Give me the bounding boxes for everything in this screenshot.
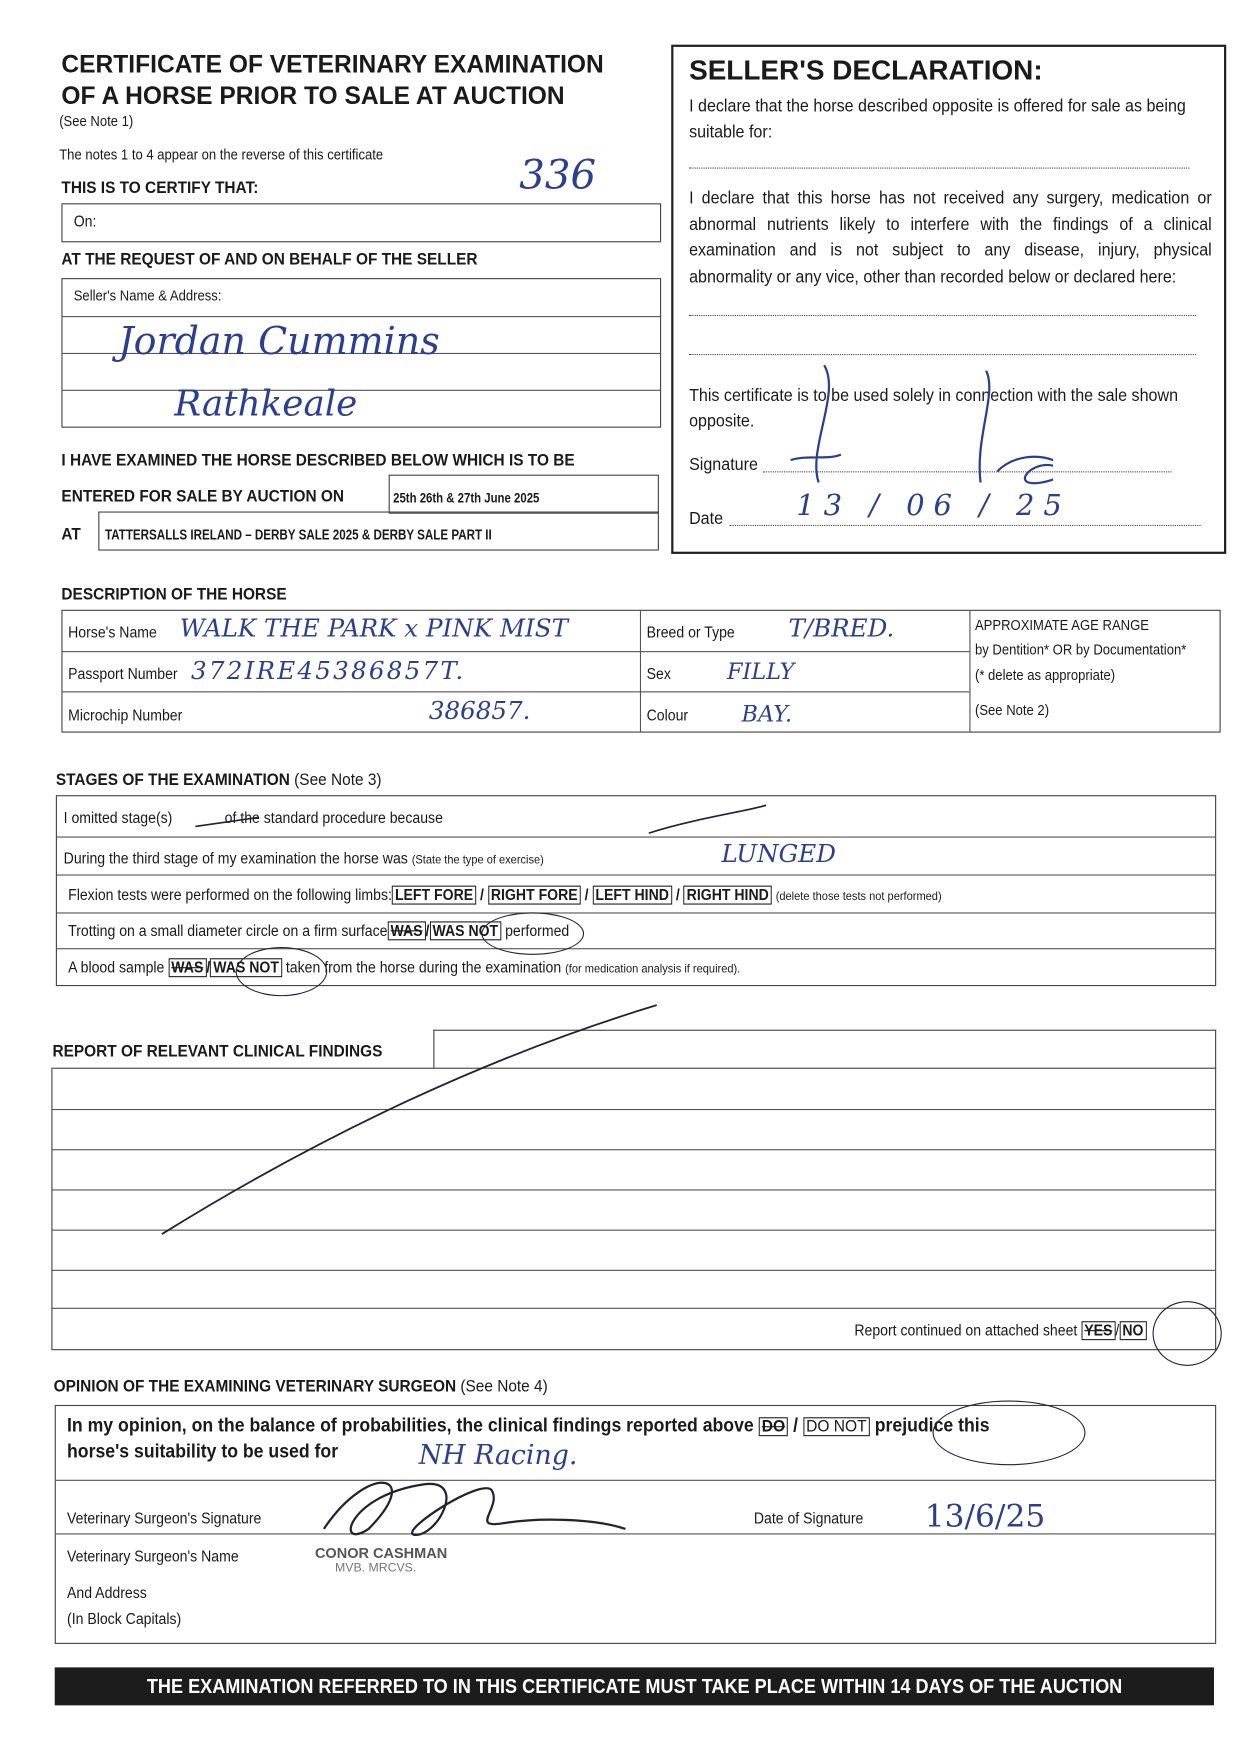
colour-value: BAY. — [741, 700, 793, 728]
notes-text: The notes 1 to 4 appear on the reverse of this certificate — [59, 146, 384, 164]
third-stage-value: LUNGED — [721, 840, 836, 869]
limb-right-hind[interactable]: RIGHT HIND — [684, 886, 772, 905]
declaration-text-2: I declare that this horse has not received any surgery, medication or abnormal nutrients likely to interfere with the findings of a clinical examination and is not subject to any disease, injury, physical abnormality or any vice, other than recorded below or declared here: — [689, 188, 1212, 287]
blood-was-not-option[interactable]: WAS NOT — [210, 958, 282, 977]
sale-dates-field[interactable] — [389, 475, 659, 514]
trotting-was-not-option[interactable]: WAS NOT — [429, 921, 501, 940]
microchip-label: Microchip Number — [68, 705, 183, 724]
see-note-1: (See Note 1) — [59, 112, 134, 130]
microchip-value: 386857. — [428, 697, 531, 726]
on-field[interactable] — [61, 203, 661, 242]
do-not-circle-mark — [933, 1400, 1086, 1465]
colour-label: Colour — [646, 705, 689, 724]
title-line-1: CERTIFICATE OF VETERINARY EXAMINATION — [61, 50, 604, 79]
continued-yes-option[interactable]: YES — [1081, 1321, 1115, 1340]
seller-declaration-title: SELLER'S DECLARATION: — [689, 54, 1043, 86]
vet-stamp-quals: MVB. MRCVS. — [335, 1561, 417, 1575]
seller-label: Seller's Name & Address: — [73, 287, 222, 304]
seller-signature — [774, 348, 1053, 493]
opinion-heading: OPINION OF THE EXAMINING VETERINARY SURGEON (See Note 4) — [53, 1377, 548, 1396]
address-label: And Address — [67, 1583, 147, 1602]
age-note: (See Note 2) — [974, 701, 1050, 719]
examined-line-2: ENTERED FOR SALE BY AUCTION ON — [61, 486, 345, 506]
date-of-signature-label: Date of Signature — [753, 1508, 864, 1527]
seller-declaration-box — [671, 45, 1226, 554]
strike-through-line — [156, 1000, 670, 1240]
request-heading: AT THE REQUEST OF AND ON BEHALF OF THE SELLER — [61, 250, 478, 270]
opinion-text-2: horse's suitability to be used for — [67, 1440, 339, 1462]
signature-label: Signature — [689, 455, 758, 475]
age-delete: (* delete as appropriate) — [974, 666, 1116, 684]
continued-no-option[interactable]: NO — [1119, 1321, 1146, 1340]
description-table — [61, 610, 1220, 733]
certify-heading: THIS IS TO CERTIFY THAT: — [61, 178, 259, 198]
vet-signature — [302, 1473, 637, 1551]
flexion-row: Flexion tests were performed on the following limbs: LEFT FORE / RIGHT FORE / LEFT HIND / RIGHT HIND (delete those tests not performed) — [68, 885, 942, 904]
declaration-text-3: This certificate is to be used solely in connection with the sale shown opposite. — [689, 386, 1179, 432]
opinion-text: In my opinion, on the balance of probabilities, the clinical findings reported above DO / DO NOT prejudice this — [67, 1414, 990, 1437]
sale-dates: 25th 26th & 27th June 2025 — [393, 490, 540, 506]
vet-signature-label: Veterinary Surgeon's Signature — [67, 1508, 262, 1527]
vet-stamp-name: CONOR CASHMAN — [314, 1544, 448, 1562]
age-by: by Dentition* OR by Documentation* — [974, 641, 1187, 658]
limb-left-hind[interactable]: LEFT HIND — [592, 886, 672, 905]
seller-name-address-field[interactable] — [61, 278, 661, 428]
passport-label: Passport Number — [68, 664, 178, 683]
on-label: On: — [73, 212, 97, 231]
age-title: APPROXIMATE AGE RANGE — [974, 616, 1149, 634]
seller-date: 13 / 06 / 25 — [796, 489, 1071, 523]
breed-value: T/BRED. — [788, 615, 895, 644]
seller-name: Jordan Cummins — [118, 319, 440, 365]
limb-left-fore[interactable]: LEFT FORE — [392, 886, 476, 905]
strike-lines — [191, 802, 772, 838]
third-stage-row: During the third stage of my examination the horse was (State the type of exercise) — [63, 848, 544, 867]
trotting-circle-mark — [481, 912, 584, 954]
opinion-do-not-option[interactable]: DO NOT — [803, 1417, 870, 1436]
date-label: Date — [689, 509, 724, 529]
limb-right-fore[interactable]: RIGHT FORE — [488, 886, 581, 905]
venue: TATTERSALLS IRELAND – DERBY SALE 2025 & DERBY SALE PART II — [104, 526, 492, 543]
sex-value: FILLY — [727, 657, 795, 685]
trotting-was-option[interactable]: WAS — [387, 921, 425, 940]
footer-banner: THE EXAMINATION REFERRED TO IN THIS CERTIFICATE MUST TAKE PLACE WITHIN 14 DAYS OF THE AUCTION — [55, 1667, 1214, 1705]
omitted-row: I omitted stage(s) of the standard procedure because — [63, 808, 443, 827]
horse-name-label: Horse's Name — [68, 623, 157, 642]
opinion-do-option[interactable]: DO — [759, 1417, 789, 1436]
stages-heading: STAGES OF THE EXAMINATION (See Note 3) — [55, 770, 382, 790]
seller-date-field[interactable] — [729, 525, 1200, 526]
sex-label: Sex — [646, 664, 671, 683]
intended-use: NH Racing. — [418, 1439, 578, 1471]
lot-number: 336 — [519, 153, 597, 199]
blood-row: A blood sample WAS / WAS NOT taken from the horse during the examination (for medication analysis if required). — [68, 958, 741, 977]
opinion-box — [55, 1405, 1216, 1644]
venue-field[interactable] — [98, 511, 659, 550]
stages-table — [56, 795, 1216, 986]
examined-line-1: I HAVE EXAMINED THE HORSE DESCRIBED BELOW WHICH IS TO BE — [61, 451, 575, 471]
date-of-signature: 13/6/25 — [924, 1497, 1046, 1535]
declaration-text-1: I declare that the horse described opposite is offered for sale as being suitable for: — [689, 97, 1186, 142]
vet-name-label: Veterinary Surgeon's Name — [67, 1546, 239, 1565]
at-label: AT — [61, 524, 81, 544]
horse-name-value: WALK THE PARK x PINK MIST — [179, 615, 568, 644]
blood-circle-mark — [236, 947, 328, 996]
address-note: (In Block Capitals) — [67, 1609, 182, 1628]
seller-address: Rathkeale — [174, 381, 358, 425]
description-heading: DESCRIPTION OF THE HORSE — [61, 585, 287, 605]
passport-value: 372IRE45386857T. — [190, 657, 466, 686]
trotting-row: Trotting on a small diameter circle on a firm surface WAS / WAS NOT performed — [68, 921, 570, 940]
title-line-2: OF A HORSE PRIOR TO SALE AT AUCTION — [61, 81, 565, 110]
report-continued: Report continued on attached sheet YES / NO — [854, 1321, 1146, 1340]
no-circle-mark — [1153, 1301, 1222, 1366]
report-heading: REPORT OF RELEVANT CLINICAL FINDINGS — [52, 1041, 383, 1061]
breed-label: Breed or Type — [646, 623, 735, 642]
blood-was-option[interactable]: WAS — [168, 958, 206, 977]
